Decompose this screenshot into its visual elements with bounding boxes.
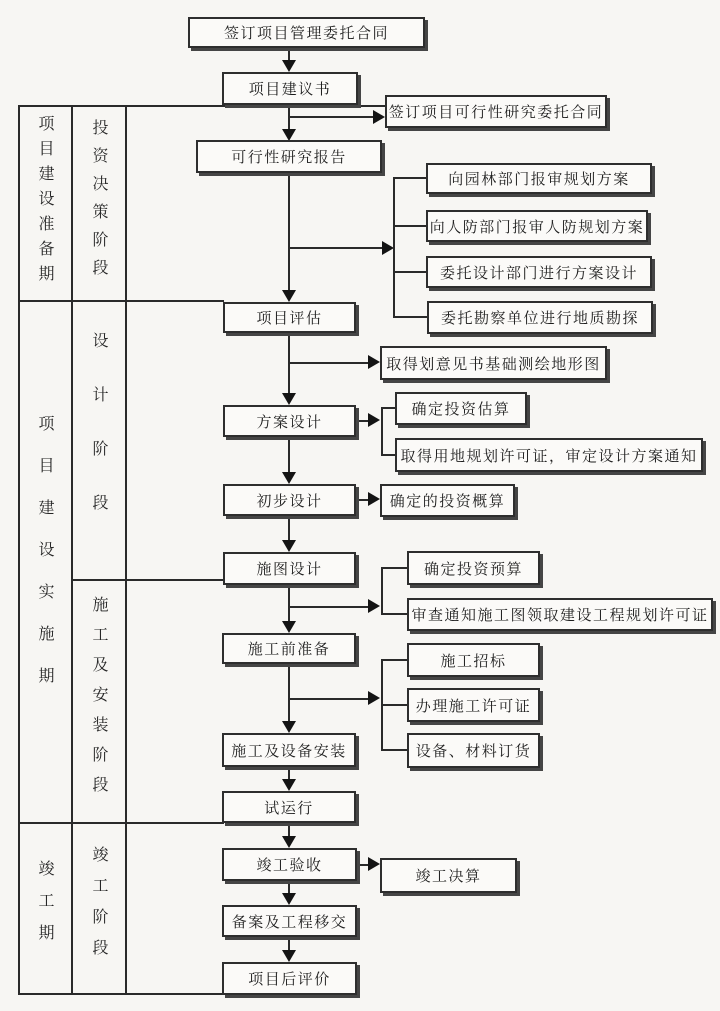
side-box-completion-settlement: 竣工决算 [380, 858, 517, 893]
bracket-line [381, 407, 383, 456]
flow-box-construction-equipment-installation: 施工及设备安装 [222, 733, 356, 767]
arrow-down-icon [282, 893, 296, 905]
bracket-stub [393, 225, 426, 227]
connector [288, 585, 290, 623]
connector [288, 173, 290, 292]
side-box-equipment-material-order: 设备、材料订货 [407, 733, 540, 768]
side-box-obtain-planning-opinion-map: 取得划意见书基础测绘地形图 [380, 346, 607, 380]
flow-box-preliminary-design: 初步设计 [223, 484, 356, 516]
phase-label: 项目建设准备期 [36, 115, 55, 290]
phase-period-implementation [18, 300, 72, 823]
side-box-determine-investment-estimate: 确定投资估算 [395, 392, 527, 425]
stage-investment-decision [72, 105, 126, 300]
phase-label: 竣工期 [36, 860, 55, 956]
arrow-down-icon [282, 60, 296, 72]
side-box-sign-feasibility-contract: 签订项目可行性研究委托合同 [385, 95, 607, 128]
side-box-construction-drawing-review-permit: 审查通知施工图领取建设工程规划许可证 [407, 598, 713, 631]
branch-connector [289, 247, 384, 249]
bracket-stub [393, 177, 426, 179]
branch-connector [289, 116, 375, 118]
side-box-garden-dept-plan-review: 向园林部门报审规划方案 [426, 163, 652, 194]
flow-box-trial-run: 试运行 [222, 791, 356, 823]
arrow-down-icon [282, 779, 296, 791]
connector [288, 437, 290, 474]
bracket-line [381, 567, 383, 615]
bracket-stub [393, 271, 426, 273]
arrow-right-icon [368, 355, 380, 369]
side-box-entrust-design-dept: 委托设计部门进行方案设计 [426, 256, 652, 288]
stage-label: 设计阶段 [90, 331, 109, 548]
flow-box-feasibility-report: 可行性研究报告 [196, 140, 382, 173]
branch-connector [289, 698, 370, 700]
arrow-down-icon [282, 393, 296, 405]
side-box-construction-permit: 办理施工许可证 [407, 688, 540, 722]
flow-box-completion-acceptance: 竣工验收 [222, 848, 357, 881]
stage-label: 竣工阶段 [90, 846, 109, 970]
bracket-stub [393, 316, 427, 318]
flow-box-filing-project-handover: 备案及工程移交 [222, 905, 357, 937]
arrow-right-icon [368, 492, 380, 506]
flow-box-sign-management-contract: 签订项目管理委托合同 [188, 17, 425, 48]
arrow-right-icon [368, 413, 380, 427]
stage-label: 施工及安装阶段 [90, 595, 109, 806]
arrow-down-icon [282, 836, 296, 848]
arrow-right-icon [368, 857, 380, 871]
arrow-down-icon [282, 540, 296, 552]
phase-period-preparation [18, 105, 72, 300]
arrow-down-icon [282, 621, 296, 633]
flow-box-post-project-evaluation: 项目后评价 [222, 962, 357, 995]
stage-design [72, 300, 126, 579]
bracket-stub [381, 749, 407, 751]
phase-period-completion [18, 823, 72, 993]
bracket-stub [381, 704, 407, 706]
arrow-down-icon [282, 721, 296, 733]
stage-label: 投资决策阶段 [90, 118, 109, 287]
side-box-construction-bidding: 施工招标 [407, 643, 540, 677]
branch-connector [289, 606, 370, 608]
flow-box-construction-drawing-design: 施图设计 [223, 552, 356, 585]
arrow-right-icon [368, 691, 380, 705]
phase-label: 项目建设实施期 [36, 414, 55, 709]
arrow-down-icon [282, 290, 296, 302]
side-box-land-planning-permit: 取得用地规划许可证，审定设计方案通知 [395, 438, 703, 472]
arrow-down-icon [282, 950, 296, 962]
stage-construction-installation [72, 579, 126, 822]
flow-box-project-proposal: 项目建议书 [222, 72, 358, 105]
stage-completion [72, 823, 126, 993]
flow-box-pre-construction-preparation: 施工前准备 [222, 633, 356, 664]
bracket-stub [381, 407, 395, 409]
bracket-stub [381, 613, 407, 615]
bracket-stub [381, 567, 407, 569]
flow-box-project-evaluation: 项目评估 [223, 302, 356, 333]
side-box-determine-investment-budget: 确定投资预算 [407, 551, 540, 585]
side-box-civil-defense-plan-review: 向人防部门报审人防规划方案 [426, 210, 648, 242]
connector [288, 333, 290, 395]
bracket-line [393, 177, 395, 318]
flow-box-scheme-design: 方案设计 [223, 405, 356, 437]
connector [288, 105, 290, 131]
arrow-right-icon [373, 110, 385, 124]
arrow-down-icon [282, 472, 296, 484]
side-box-entrust-survey-unit: 委托勘察单位进行地质勘探 [427, 301, 653, 334]
connector [288, 664, 290, 723]
branch-connector [289, 362, 370, 364]
bracket-stub [381, 659, 407, 661]
side-box-determined-investment-budget-estimate: 确定的投资概算 [380, 484, 515, 517]
bracket-stub [381, 454, 395, 456]
arrow-right-icon [368, 599, 380, 613]
connector [288, 516, 290, 542]
